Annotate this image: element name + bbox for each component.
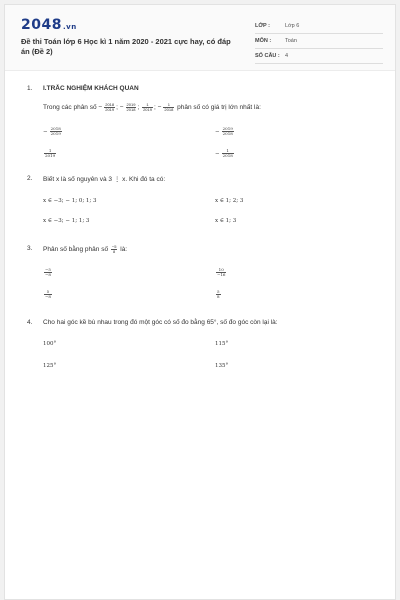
answer-option-b[interactable]: 115°	[215, 341, 229, 347]
minus-sign: −	[215, 128, 220, 135]
question-prompt: Biết x là số nguyên và 3 ⋮ x. Khi đó ta có:	[43, 176, 166, 183]
numerator: −5	[45, 267, 51, 272]
answer-option-d[interactable]	[215, 149, 235, 158]
answer-option-b[interactable]	[215, 127, 235, 136]
section-heading: I.TRẮC NGHIỆM KHÁCH QUAN	[43, 85, 139, 92]
denominator: 2019	[143, 107, 152, 112]
numerator: 10	[216, 268, 226, 273]
answer-option-a[interactable]	[43, 268, 53, 277]
numerator: 1	[222, 149, 234, 154]
meta-label: SỐ CÂU :	[255, 53, 280, 59]
fraction	[44, 268, 52, 277]
meta-table	[255, 19, 383, 64]
meta-value: Lớp 6	[285, 23, 300, 29]
denominator: −8	[45, 272, 51, 277]
fraction	[142, 103, 153, 112]
answer-option-d[interactable]: x ∈ 1; 3	[215, 218, 237, 224]
denominator: 2019	[50, 131, 61, 136]
document-title: Đề thi Toán lớp 6 Học kì 1 năm 2020 - 2021 cực hay, có đáp án (Đề 2)	[21, 37, 231, 56]
minus-sign: −	[98, 104, 103, 111]
meta-label: MÔN :	[255, 38, 272, 44]
fraction	[216, 290, 221, 299]
numerator: 1	[163, 103, 174, 108]
prompt-text: Phân số bằng phân số	[43, 246, 109, 254]
numerator: 1	[142, 103, 153, 108]
fraction	[50, 127, 62, 136]
logo-text: 2048	[21, 17, 62, 33]
minus-sign: −	[43, 128, 48, 135]
numerator: 5	[44, 290, 52, 295]
numerator: 1	[44, 149, 56, 154]
answer-option-c[interactable]	[43, 149, 57, 158]
denominator: 8	[217, 294, 220, 299]
meta-value: Toán	[285, 38, 297, 44]
minus-sign: −	[119, 104, 124, 111]
meta-value: 4	[285, 53, 289, 59]
denominator: −8	[45, 294, 51, 299]
answer-option-c[interactable]	[43, 290, 53, 299]
minus-sign: −	[215, 150, 220, 157]
numerator: 2019	[222, 126, 233, 131]
prompt-text: Trong các phân số	[43, 104, 97, 112]
fraction	[163, 103, 174, 112]
numerator: 5	[217, 289, 220, 294]
site-logo[interactable]	[21, 17, 77, 33]
question-prompt: Cho hai góc kề bù nhau trong đó một góc có số đo bằng 65°, số đo góc còn lại là:	[43, 319, 278, 326]
fraction	[111, 245, 118, 254]
denominator: −16	[217, 272, 226, 277]
denominator: 2018	[164, 107, 174, 112]
denominator: 2018	[222, 131, 233, 136]
question-number: 1.	[27, 85, 33, 92]
fraction	[216, 268, 226, 277]
fraction	[104, 103, 115, 112]
meta-row-count	[255, 49, 383, 64]
denominator: 2019	[45, 153, 56, 158]
question-number: 2.	[27, 175, 33, 182]
minus-sign: −	[157, 104, 162, 111]
denominator: 2019	[105, 107, 115, 112]
numerator: 2018	[105, 102, 115, 107]
question-number: 4.	[27, 319, 33, 326]
denominator: 2018	[126, 107, 136, 112]
meta-label: LỚP :	[255, 23, 270, 29]
question-prompt	[43, 245, 127, 254]
answer-option-d[interactable]: 135°	[215, 363, 229, 369]
meta-row-class	[255, 19, 383, 34]
question-1-prompt: Trong các phân số − $\frac{2018}{2019}$ ; − $\frac{2019}{2018}$ ; $\frac{1}{2019}$ ; − $\frac{1}{2018}$ phân số có giá trị lớn nhất là:	[43, 102, 261, 112]
numerator: 2018	[50, 126, 61, 131]
fraction	[44, 290, 52, 299]
answer-option-a[interactable]: 100°	[43, 341, 57, 347]
document-page	[4, 4, 396, 600]
numerator: 2019	[126, 102, 136, 107]
prompt-text: phân số có giá trị lớn nhất là:	[177, 104, 261, 112]
meta-row-subject	[255, 34, 383, 49]
answer-option-a[interactable]	[43, 127, 63, 136]
fraction	[222, 149, 234, 158]
answer-option-b[interactable]: x ∈ 1; 2; 3	[215, 198, 244, 204]
fraction	[222, 127, 234, 136]
fraction	[44, 149, 56, 158]
answer-option-d[interactable]	[215, 290, 222, 299]
numerator: −5	[111, 244, 117, 249]
answer-option-a[interactable]: x ∈ −3; − 1; 0; 1; 3	[43, 198, 97, 204]
answer-option-c[interactable]: x ∈ −3; − 1; 1; 3	[43, 218, 90, 224]
answer-option-b[interactable]	[215, 268, 227, 277]
prompt-text: là:	[120, 246, 128, 254]
logo-suffix: .vn	[62, 23, 77, 31]
question-number: 3.	[27, 245, 33, 252]
fraction	[126, 103, 137, 112]
document-header	[5, 5, 395, 71]
answer-option-c[interactable]: 125°	[43, 363, 57, 369]
denominator: 8	[113, 249, 116, 254]
denominator: 2018	[222, 153, 233, 158]
